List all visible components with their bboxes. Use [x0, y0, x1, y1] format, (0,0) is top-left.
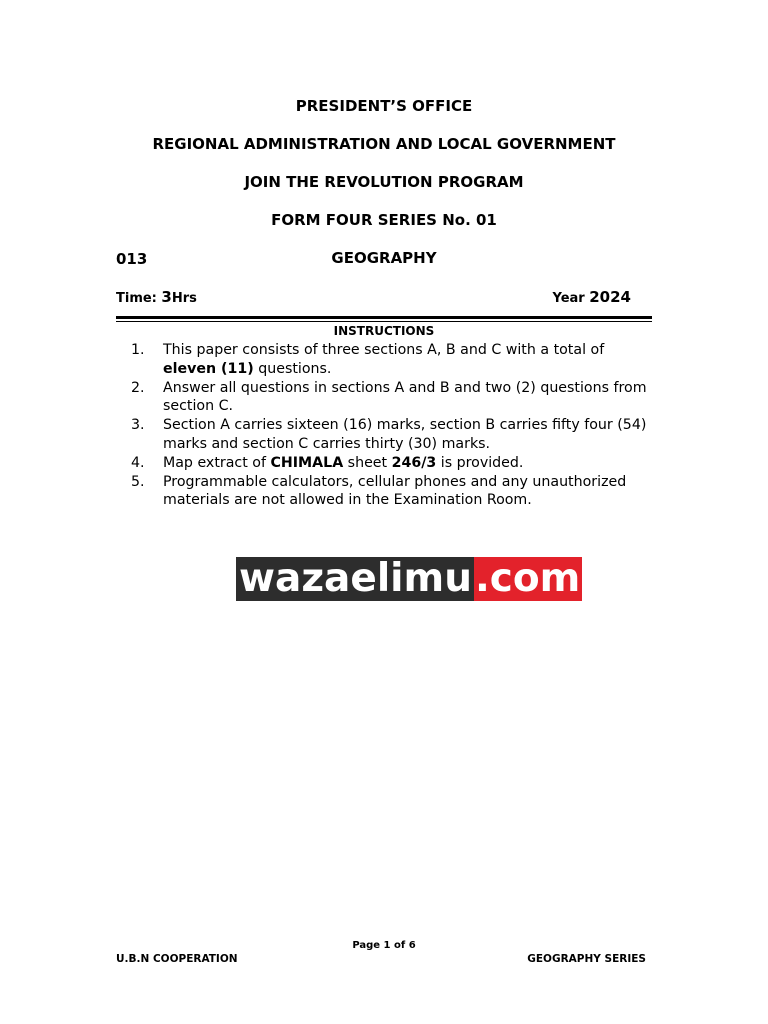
instructions-heading: INSTRUCTIONS — [333, 324, 435, 338]
instruction-number: 2. — [131, 379, 145, 396]
page-number: Page 1 of 6 — [352, 940, 416, 951]
instruction-item — [116, 416, 661, 454]
year-value: 2024 — [589, 288, 631, 306]
subject-name: GEOGRAPHY — [331, 249, 437, 267]
instruction-text: sheet — [343, 454, 392, 471]
year-label: Year — [552, 291, 590, 306]
instruction-item — [116, 379, 661, 417]
office-title: PRESIDENT’S OFFICE — [295, 97, 473, 115]
time-value: 3 — [161, 288, 172, 306]
instruction-text: questions. — [253, 360, 332, 377]
instruction-number: 5. — [131, 473, 145, 490]
instruction-emphasis: eleven (11) — [163, 360, 254, 377]
instruction-number: 3. — [131, 417, 145, 434]
time-label: Time: — [116, 291, 162, 306]
divider-thick — [116, 316, 652, 319]
logo-domain-part: .com — [474, 556, 581, 601]
instruction-item — [116, 341, 661, 379]
exam-duration — [116, 288, 197, 306]
instruction-text: Section A carries sixteen (16) marks, section B carries fifty four (54) marks and section C carries thirty (30) marks. — [163, 417, 647, 452]
instruction-text: is provided. — [436, 454, 524, 471]
instructions-list — [116, 341, 661, 510]
series-title: FORM FOUR SERIES No. 01 — [271, 211, 497, 229]
logo-name-part: wazaelimu — [236, 557, 474, 601]
subject-code: 013 — [116, 250, 148, 268]
instruction-number: 1. — [131, 342, 145, 358]
instruction-item — [116, 454, 661, 473]
program-title: JOIN THE REVOLUTION PROGRAM — [244, 173, 524, 191]
instruction-emphasis: CHIMALA — [270, 454, 344, 471]
instruction-text: This paper consists of three sections A, B and C with a total of — [163, 342, 605, 358]
time-unit: Hrs — [171, 291, 197, 306]
instruction-emphasis: 246/3 — [391, 454, 437, 471]
footer-left: U.B.N COOPERATION — [116, 953, 238, 965]
instruction-text: Programmable calculators, cellular phones and any unauthorized materials are not allowed in the Examination Room. — [163, 473, 627, 509]
instruction-item — [116, 473, 661, 511]
instruction-text: Answer all questions in sections A and B and two (2) questions from section C. — [163, 379, 647, 415]
divider-thin — [116, 321, 652, 322]
instruction-number: 4. — [131, 454, 145, 471]
footer-right: GEOGRAPHY SERIES — [527, 953, 646, 965]
exam-year — [553, 288, 632, 306]
administration-title: REGIONAL ADMINISTRATION AND LOCAL GOVERNMENT — [152, 135, 616, 153]
instruction-text: Map extract of — [163, 454, 271, 471]
wazaelimu-watermark-logo — [236, 557, 582, 601]
